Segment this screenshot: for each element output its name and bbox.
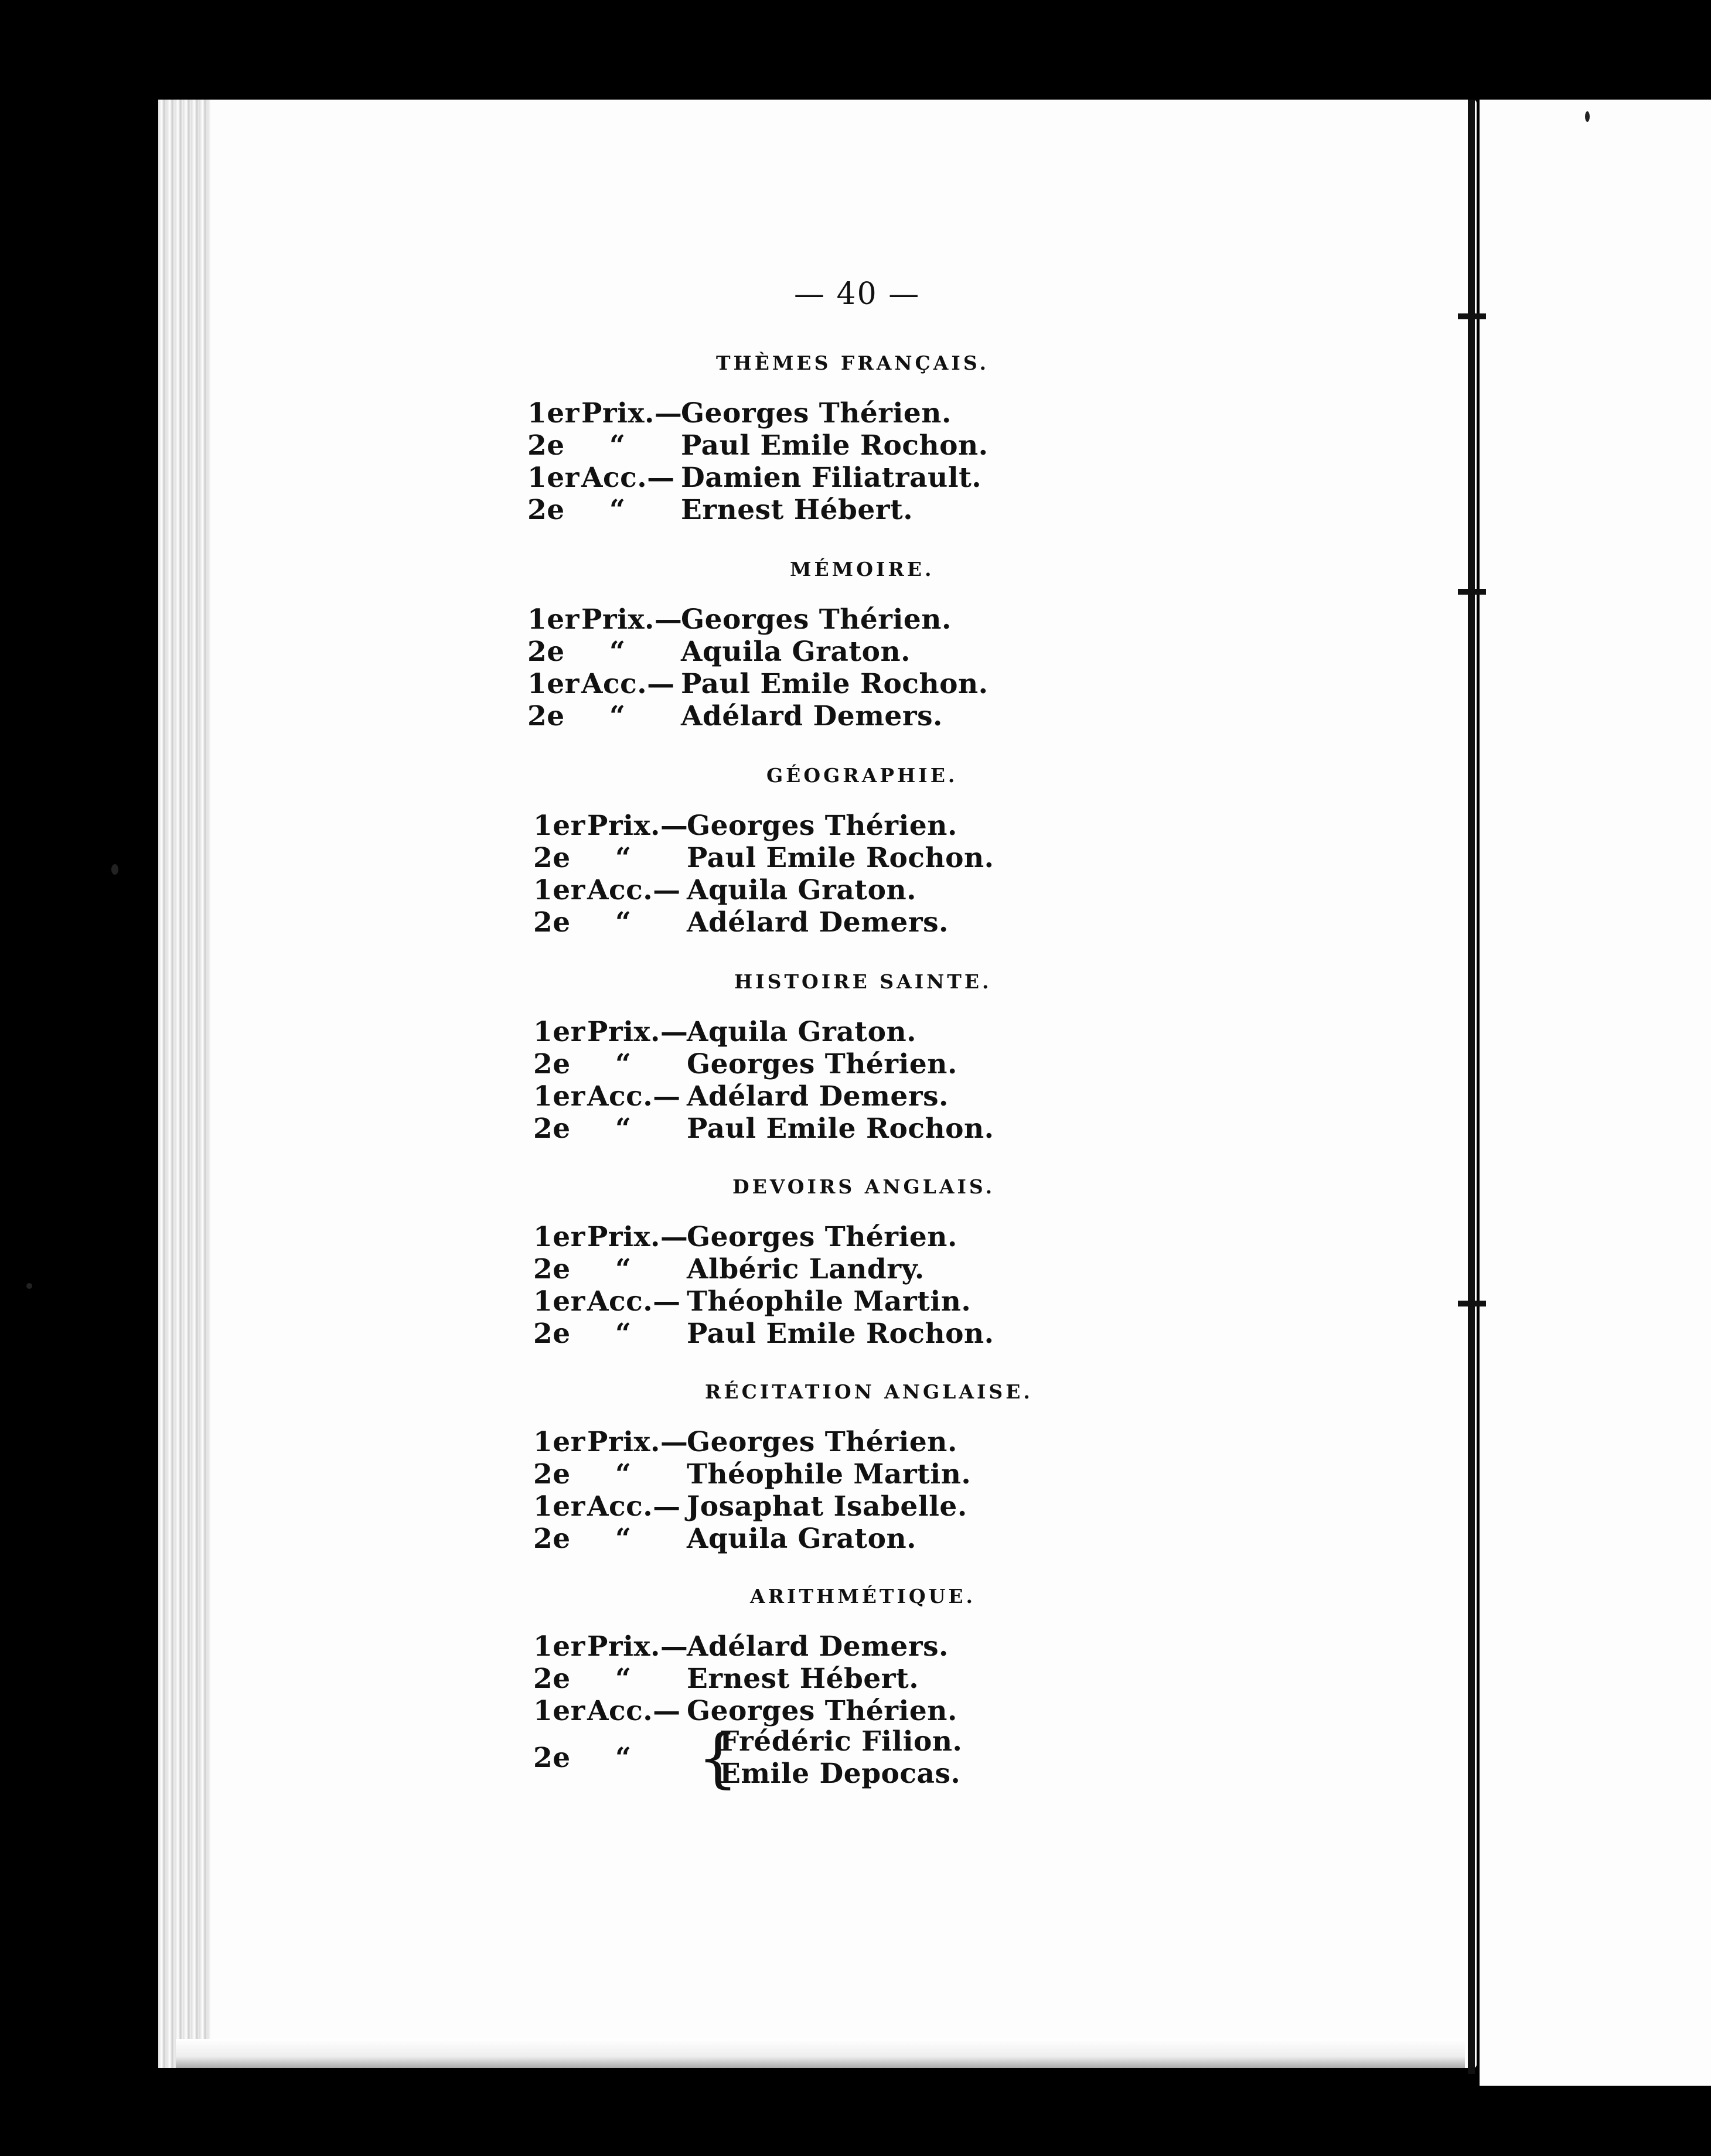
prize-rank: 1er	[533, 1490, 585, 1523]
prize-rank: 2e	[533, 1742, 571, 1774]
scan-speck	[26, 1283, 32, 1289]
prize-type: “	[615, 1458, 632, 1490]
winner-name: Georges Thérien.	[687, 810, 957, 842]
prize-type: “	[615, 1742, 632, 1774]
prize-rank: 2e	[533, 1048, 571, 1080]
prize-rank: 1er	[533, 1630, 585, 1663]
prize-type: Prix.—	[587, 1221, 689, 1253]
winner-name: Ernest Hébert.	[681, 494, 914, 526]
section-heading: HISTOIRE SAINTE.	[734, 970, 992, 993]
prize-rank: 2e	[533, 842, 571, 874]
prize-type: “	[609, 429, 626, 462]
winner-name: Paul Emile Rochon.	[687, 842, 994, 874]
page-bottom-edge	[176, 2039, 1465, 2068]
winner-name: Aquila Graton.	[687, 1016, 916, 1048]
winner-name: Damien Filiatrault.	[681, 462, 982, 494]
prize-type: “	[609, 636, 626, 668]
prize-type: “	[615, 1253, 632, 1285]
winner-name: Aquila Graton.	[687, 874, 916, 906]
winner-name: Adélard Demers.	[687, 1080, 949, 1113]
facing-page	[1480, 100, 1711, 2086]
prize-rank: 2e	[527, 429, 565, 462]
page-stack-edge	[158, 100, 211, 2068]
prize-rank: 1er	[527, 603, 580, 636]
prize-type: “	[615, 1663, 632, 1695]
brace-symbol: {	[697, 1720, 738, 1795]
winner-name: Aquila Graton.	[687, 1523, 916, 1555]
prize-rank: 2e	[533, 1663, 571, 1695]
winner-name: Georges Thérien.	[681, 397, 952, 429]
winner-name: Aquila Graton.	[681, 636, 911, 668]
prize-type: “	[615, 1048, 632, 1080]
prize-type: Acc.—	[587, 1080, 681, 1113]
prize-type: Prix.—	[581, 603, 683, 636]
prize-rank: 1er	[533, 874, 585, 906]
winner-name: Frédéric Filion.	[720, 1725, 963, 1758]
prize-type: “	[609, 700, 626, 732]
prize-rank: 2e	[527, 700, 565, 732]
section-heading: GÉOGRAPHIE.	[766, 764, 958, 787]
prize-type: Prix.—	[587, 810, 689, 842]
prize-rank: 1er	[533, 1285, 585, 1318]
prize-type: Prix.—	[587, 1426, 689, 1458]
winner-name: Théophile Martin.	[687, 1285, 972, 1318]
winner-name: Paul Emile Rochon.	[681, 429, 989, 462]
winner-name: Albéric Landry.	[687, 1253, 925, 1285]
prize-type: Acc.—	[587, 1285, 681, 1318]
prize-type: Acc.—	[581, 668, 675, 700]
prize-rank: 1er	[527, 462, 580, 494]
section-heading: DEVOIRS ANGLAIS.	[732, 1175, 996, 1198]
prize-type: “	[609, 494, 626, 526]
prize-rank: 1er	[533, 1426, 585, 1458]
prize-rank: 2e	[527, 636, 565, 668]
winner-name: Josaphat Isabelle.	[687, 1490, 967, 1523]
prize-rank: 1er	[533, 810, 585, 842]
winner-name: Adélard Demers.	[681, 700, 943, 732]
book-spine	[1468, 100, 1475, 2074]
prize-rank: 2e	[533, 1253, 571, 1285]
page-number: — 40 —	[794, 277, 921, 312]
prize-type: “	[615, 1318, 632, 1350]
prize-rank: 1er	[533, 1016, 585, 1048]
prize-type: “	[615, 1113, 632, 1145]
prize-rank: 2e	[533, 1458, 571, 1490]
prize-rank: 1er	[533, 1221, 585, 1253]
winner-name: Georges Thérien.	[687, 1048, 957, 1080]
winner-name: Georges Thérien.	[687, 1695, 957, 1727]
section-heading: MÉMOIRE.	[790, 558, 935, 581]
prize-type: “	[615, 906, 632, 939]
winner-name: Georges Thérien.	[681, 603, 952, 636]
section-heading: RÉCITATION ANGLAISE.	[705, 1380, 1033, 1403]
prize-rank: 1er	[527, 668, 580, 700]
section-heading: ARITHMÉTIQUE.	[750, 1585, 976, 1608]
binding-mark	[1458, 1301, 1486, 1306]
prize-type: Acc.—	[581, 462, 675, 494]
prize-rank: 2e	[533, 906, 571, 939]
prize-rank: 2e	[533, 1318, 571, 1350]
section-heading: THÈMES FRANÇAIS.	[716, 352, 989, 374]
winner-name: Paul Emile Rochon.	[687, 1318, 994, 1350]
prize-rank: 2e	[527, 494, 565, 526]
prize-type: Acc.—	[587, 1490, 681, 1523]
winner-name: Adélard Demers.	[687, 906, 949, 939]
prize-rank: 1er	[527, 397, 580, 429]
prize-type: “	[615, 1523, 632, 1555]
winner-name: Paul Emile Rochon.	[687, 1113, 994, 1145]
scan-speck	[1585, 111, 1590, 122]
winner-name: Georges Thérien.	[687, 1221, 957, 1253]
winner-name: Ernest Hébert.	[687, 1663, 919, 1695]
winner-name: Paul Emile Rochon.	[681, 668, 989, 700]
prize-rank: 1er	[533, 1695, 585, 1727]
binding-mark	[1458, 589, 1486, 595]
prize-type: Prix.—	[581, 397, 683, 429]
prize-rank: 1er	[533, 1080, 585, 1113]
scan-speck	[111, 864, 118, 875]
winner-name: Théophile Martin.	[687, 1458, 972, 1490]
prize-type: “	[615, 842, 632, 874]
prize-type: Prix.—	[587, 1016, 689, 1048]
prize-rank: 2e	[533, 1113, 571, 1145]
winner-name: Emile Depocas.	[720, 1758, 961, 1790]
prize-type: Acc.—	[587, 874, 681, 906]
winner-name: Georges Thérien.	[687, 1426, 957, 1458]
prize-type: Acc.—	[587, 1695, 681, 1727]
prize-rank: 2e	[533, 1523, 571, 1555]
binding-mark	[1458, 313, 1486, 319]
winner-name: Adélard Demers.	[687, 1630, 949, 1663]
prize-type: Prix.—	[587, 1630, 689, 1663]
